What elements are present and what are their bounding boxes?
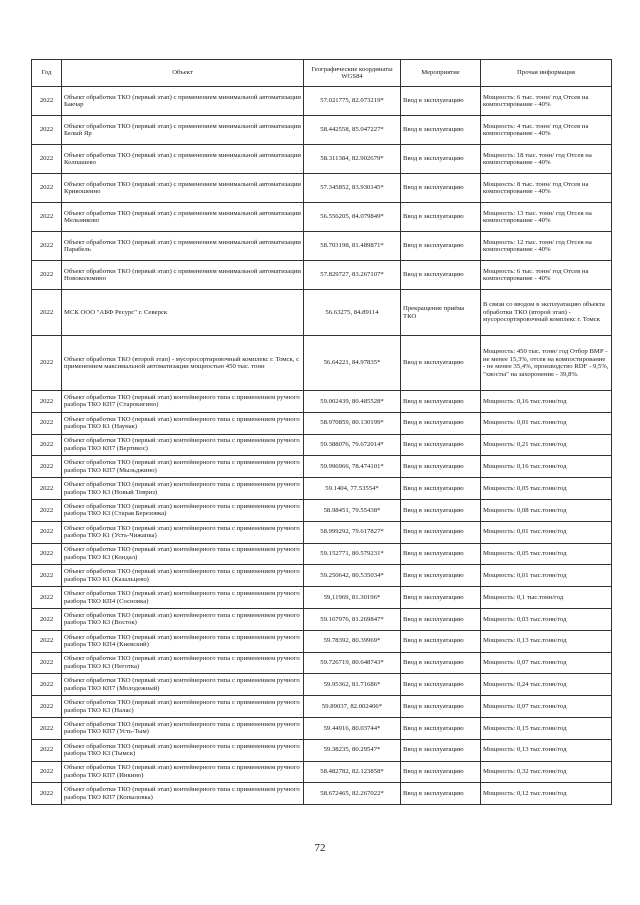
cell-info: Мощность: 12 тыс. тонн/ год Отсев на компостирование - 40% bbox=[481, 232, 612, 261]
cell-info: Мощность: 0,32 тыс.тонн/год bbox=[481, 761, 612, 783]
cell-year: 2022 bbox=[32, 412, 62, 434]
cell-coords: 57.021775, 82.073219* bbox=[304, 87, 401, 116]
cell-object: Объект обработки ТКО (первый этап) контейнерного типа с применением ручного разбора ТКО К3 (Налас) bbox=[62, 696, 304, 718]
cell-year: 2022 bbox=[32, 174, 62, 203]
cell-event: Ввод в эксплуатацию bbox=[401, 521, 481, 543]
cell-event: Ввод в эксплуатацию bbox=[401, 565, 481, 587]
cell-year: 2022 bbox=[32, 761, 62, 783]
table-row bbox=[32, 87, 612, 116]
cell-object: Объект обработки ТКО (первый этап) контейнерного типа с применением ручного разбора ТКО КП7 (Молодежный) bbox=[62, 674, 304, 696]
table-row bbox=[32, 116, 612, 145]
cell-year: 2022 bbox=[32, 232, 62, 261]
cell-info: Мощность: 0,24 тыс.тонн/год bbox=[481, 674, 612, 696]
cell-coords: 59.95362, 81.71686* bbox=[304, 674, 401, 696]
cell-year: 2022 bbox=[32, 717, 62, 739]
cell-year: 2022 bbox=[32, 116, 62, 145]
cell-object: Объект обработки ТКО (первый этап) контейнерного типа с применением ручного разбора ТКО К3 (Кондал) bbox=[62, 543, 304, 565]
cell-coords: 59.89037, 82.002406* bbox=[304, 696, 401, 718]
cell-event: Ввод в эксплуатацию bbox=[401, 456, 481, 478]
cell-year: 2022 bbox=[32, 783, 62, 805]
cell-year: 2022 bbox=[32, 145, 62, 174]
cell-event: Прекращение приёма ТКО bbox=[401, 290, 481, 336]
cell-object: МСК ООО "АБФ Ресурс" г. Северск bbox=[62, 290, 304, 336]
cell-event: Ввод в эксплуатацию bbox=[401, 412, 481, 434]
table-row bbox=[32, 203, 612, 232]
cell-object: Объект обработки ТКО (первый этап) контейнерного типа с применением ручного разбора ТКО К3 (Старая Березовка) bbox=[62, 499, 304, 521]
cell-coords: 59.250642, 80.535034* bbox=[304, 565, 401, 587]
cell-coords: 59.002439, 80.485528* bbox=[304, 391, 401, 413]
cell-coords: 59.167976, 81.269847* bbox=[304, 608, 401, 630]
cell-object: Объект обработки ТКО (первый этап) контейнерного типа с применением ручного разбора ТКО КП4 (Киевский) bbox=[62, 630, 304, 652]
cell-event: Ввод в эксплуатацию bbox=[401, 717, 481, 739]
cell-year: 2022 bbox=[32, 87, 62, 116]
table-row bbox=[32, 261, 612, 290]
cell-event: Ввод в эксплуатацию bbox=[401, 696, 481, 718]
cell-info: Мощность: 13 тыс. тонн/ год Отсев на компостирование - 40% bbox=[481, 203, 612, 232]
cell-coords: 59.1404, 77.53554* bbox=[304, 478, 401, 500]
table-row bbox=[32, 456, 612, 478]
cell-object: Объект обработки ТКО (первый этап) контейнерного типа с применением ручного разбора ТКО КП7 (Мыльджино) bbox=[62, 456, 304, 478]
table-row bbox=[32, 232, 612, 261]
cell-info: Мощность: 6 тыс. тонн/ год Отсев на компостирование - 40% bbox=[481, 87, 612, 116]
cell-object: Объект обработки ТКО (первый этап) контейнерного типа с применением ручного разбора ТКО КП7 (Усть-Тым) bbox=[62, 717, 304, 739]
cell-object: Объект обработки ТКО (первый этап) с применением минимальной автоматизации Парабель bbox=[62, 232, 304, 261]
table-row bbox=[32, 478, 612, 500]
cell-coords: 59.152771, 80.579231* bbox=[304, 543, 401, 565]
cell-info: Мощность: 0,13 тыс.тонн/год bbox=[481, 630, 612, 652]
cell-info: Мощность: 18 тыс. тонн/ год Отсев на компостирование - 40% bbox=[481, 145, 612, 174]
cell-event: Ввод в эксплуатацию bbox=[401, 391, 481, 413]
table-row bbox=[32, 565, 612, 587]
table-row bbox=[32, 391, 612, 413]
cell-coords: 56.556205, 84.079849* bbox=[304, 203, 401, 232]
cell-coords: 59.388076, 79.672014* bbox=[304, 434, 401, 456]
cell-object: Объект обработки ТКО (первый этап) контейнерного типа с применением ручного разбора ТКО КП7 (Инкино) bbox=[62, 761, 304, 783]
table-row bbox=[32, 336, 612, 391]
cell-info: Мощность: 0,21 тыс.тонн/год bbox=[481, 434, 612, 456]
cell-event: Ввод в эксплуатацию bbox=[401, 203, 481, 232]
cell-event: Ввод в эксплуатацию bbox=[401, 739, 481, 761]
cell-object: Объект обработки ТКО (первый этап) контейнерного типа с применением ручного разбора ТКО К3 (Восток) bbox=[62, 608, 304, 630]
table-row bbox=[32, 499, 612, 521]
table-row bbox=[32, 412, 612, 434]
cell-coords: 58.999292, 79.617827* bbox=[304, 521, 401, 543]
cell-event: Ввод в эксплуатацию bbox=[401, 434, 481, 456]
cell-info: Мощность: 6 тыс. тонн/ год Отсев на компостирование - 40% bbox=[481, 261, 612, 290]
cell-coords: 58.672465, 82.267022* bbox=[304, 783, 401, 805]
cell-event: Ввод в эксплуатацию bbox=[401, 499, 481, 521]
table-row bbox=[32, 521, 612, 543]
cell-info: Мощность: 0,16 тыс.тонн/год bbox=[481, 456, 612, 478]
cell-coords: 56.63275, 84.89114 bbox=[304, 290, 401, 336]
cell-info: Мощность: 0,05 тыс.тонн/год bbox=[481, 543, 612, 565]
cell-year: 2022 bbox=[32, 674, 62, 696]
cell-object: Объект обработки ТКО (первый этап) с применением минимальной автоматизации Бакчар bbox=[62, 87, 304, 116]
table-row bbox=[32, 739, 612, 761]
header-row bbox=[32, 60, 612, 87]
cell-year: 2022 bbox=[32, 499, 62, 521]
cell-info: Мощность: 0,1 тыс.тонн/год bbox=[481, 587, 612, 609]
cell-object: Объект обработки ТКО (первый этап) контейнерного типа с применением ручного разбора ТКО К1 (Усть-Чижапка) bbox=[62, 521, 304, 543]
cell-event: Ввод в эксплуатацию bbox=[401, 145, 481, 174]
table-row bbox=[32, 674, 612, 696]
cell-year: 2022 bbox=[32, 608, 62, 630]
cell-event: Ввод в эксплуатацию bbox=[401, 261, 481, 290]
table-row bbox=[32, 587, 612, 609]
table-row bbox=[32, 652, 612, 674]
table-row bbox=[32, 630, 612, 652]
cell-coords: 59.726719, 80.648743* bbox=[304, 652, 401, 674]
cell-info: Мощность: 450 тыс. тонн/ год Отбор ВМР - не менее 15,3%, отсев на компостирование - не менее 35,4%, производство RDF - 9,5%, "хвосты" на захоронение - 39,8%. bbox=[481, 336, 612, 391]
cell-info: Мощность: 0,08 тыс.тонн/год bbox=[481, 499, 612, 521]
cell-info: Мощность: 0,07 тыс.тонн/год bbox=[481, 652, 612, 674]
cell-object: Объект обработки ТКО (первый этап) с применением минимальной автоматизации Кривошеино bbox=[62, 174, 304, 203]
cell-info: В связи со вводом в эксплуатацию объекта обработки ТКО (второй этап) - мусоросортировочный комплекс г. Томск bbox=[481, 290, 612, 336]
cell-coords: 59.38235, 80.29547* bbox=[304, 739, 401, 761]
cell-object: Объект обработки ТКО (первый этап) контейнерного типа с применением ручного разбора ТКО К3 (Неготка) bbox=[62, 652, 304, 674]
cell-year: 2022 bbox=[32, 630, 62, 652]
cell-object: Объект обработки ТКО (первый этап) контейнерного типа с применением ручного разбора ТКО К1 (Казальцево) bbox=[62, 565, 304, 587]
cell-coords: 59.44916, 80.03744* bbox=[304, 717, 401, 739]
cell-year: 2022 bbox=[32, 290, 62, 336]
cell-object: Объект обработки ТКО (первый этап) контейнерного типа с применением ручного разбора ТКО КП7 (Вертикос) bbox=[62, 434, 304, 456]
cell-coords: 58.970859, 80.130199* bbox=[304, 412, 401, 434]
table-row bbox=[32, 608, 612, 630]
cell-event: Ввод в эксплуатацию bbox=[401, 174, 481, 203]
cell-year: 2022 bbox=[32, 739, 62, 761]
cell-coords: 56.64221, 84.97835* bbox=[304, 336, 401, 391]
cell-year: 2022 bbox=[32, 696, 62, 718]
cell-coords: 59.78392, 80.39969* bbox=[304, 630, 401, 652]
cell-info: Мощность: 0,03 тыс.тонн/год bbox=[481, 608, 612, 630]
cell-info: Мощность: 4 тыс. тонн/ год Отсев на компостирование - 40% bbox=[481, 116, 612, 145]
cell-event: Ввод в эксплуатацию bbox=[401, 232, 481, 261]
page-number: 72 bbox=[314, 842, 326, 854]
cell-year: 2022 bbox=[32, 652, 62, 674]
cell-year: 2022 bbox=[32, 587, 62, 609]
cell-year: 2022 bbox=[32, 434, 62, 456]
cell-info: Мощность: 0,05 тыс.тонн/год bbox=[481, 478, 612, 500]
header-event: Мероприятие bbox=[401, 60, 481, 87]
header-info: Прочая информация bbox=[481, 60, 612, 87]
cell-year: 2022 bbox=[32, 543, 62, 565]
cell-year: 2022 bbox=[32, 261, 62, 290]
cell-year: 2022 bbox=[32, 456, 62, 478]
cell-year: 2022 bbox=[32, 478, 62, 500]
cell-coords: 58.482782, 82.123858* bbox=[304, 761, 401, 783]
cell-event: Ввод в эксплуатацию bbox=[401, 87, 481, 116]
cell-object: Объект обработки ТКО (первый этап) с применением минимальной автоматизации Новоколомино bbox=[62, 261, 304, 290]
cell-info: Мощность: 0,12 тыс.тонн/год bbox=[481, 783, 612, 805]
cell-info: Мощность: 8 тыс. тонн/ год Отсев на компостирование - 40% bbox=[481, 174, 612, 203]
cell-coords: 58.311384, 82.902679* bbox=[304, 145, 401, 174]
cell-info: Мощность: 0,07 тыс.тонн/год bbox=[481, 696, 612, 718]
cell-info: Мощность: 0,16 тыс.тонн/год bbox=[481, 391, 612, 413]
cell-event: Ввод в эксплуатацию bbox=[401, 761, 481, 783]
cell-year: 2022 bbox=[32, 391, 62, 413]
cell-object: Объект обработки ТКО (первый этап) контейнерного типа с применением ручного разбора ТКО К3 (Новый Тевриз) bbox=[62, 478, 304, 500]
cell-year: 2022 bbox=[32, 336, 62, 391]
cell-event: Ввод в эксплуатацию bbox=[401, 783, 481, 805]
table-row bbox=[32, 696, 612, 718]
table-row bbox=[32, 290, 612, 336]
cell-year: 2022 bbox=[32, 203, 62, 232]
cell-info: Мощность: 0,01 тыс.тонн/год bbox=[481, 565, 612, 587]
cell-coords: 58.703198, 81.489871* bbox=[304, 232, 401, 261]
cell-object: Объект обработки ТКО (первый этап) с применением минимальной автоматизации Белый Яр bbox=[62, 116, 304, 145]
cell-info: Мощность: 0,01 тыс.тонн/год bbox=[481, 521, 612, 543]
cell-event: Ввод в эксплуатацию bbox=[401, 336, 481, 391]
cell-coords: 57.345852, 83.930145* bbox=[304, 174, 401, 203]
table-row bbox=[32, 174, 612, 203]
cell-event: Ввод в эксплуатацию bbox=[401, 608, 481, 630]
cell-coords: 57.829727, 83.267107* bbox=[304, 261, 401, 290]
data-table bbox=[31, 59, 612, 805]
table-row bbox=[32, 434, 612, 456]
cell-object: Объект обработки ТКО (второй этап) - мусоросортировочный комплекс г. Томск, с применением максимальной автоматизации мощностью 450 тыс. тонн bbox=[62, 336, 304, 391]
cell-event: Ввод в эксплуатацию bbox=[401, 587, 481, 609]
cell-year: 2022 bbox=[32, 521, 62, 543]
table-row bbox=[32, 543, 612, 565]
cell-object: Объект обработки ТКО (первый этап) контейнерного типа с применением ручного разбора ТКО К3 (Тымск) bbox=[62, 739, 304, 761]
table-row bbox=[32, 761, 612, 783]
header-object: Объект bbox=[62, 60, 304, 87]
cell-info: Мощность: 0,13 тыс.тонн/год bbox=[481, 739, 612, 761]
cell-object: Объект обработки ТКО (первый этап) контейнерного типа с применением ручного разбора ТКО КП4 (Сосновка) bbox=[62, 587, 304, 609]
table-row bbox=[32, 145, 612, 174]
cell-coords: 59,11969, 81.30196* bbox=[304, 587, 401, 609]
cell-event: Ввод в эксплуатацию bbox=[401, 543, 481, 565]
header-year: Год bbox=[32, 60, 62, 87]
header-coords: Географические координаты WGS84 bbox=[304, 60, 401, 87]
cell-object: Объект обработки ТКО (первый этап) с применением минимальной автоматизации Мельниково bbox=[62, 203, 304, 232]
cell-event: Ввод в эксплуатацию bbox=[401, 674, 481, 696]
cell-event: Ввод в эксплуатацию bbox=[401, 478, 481, 500]
cell-coords: 58.98451, 79.55438* bbox=[304, 499, 401, 521]
cell-object: Объект обработки ТКО (первый этап) контейнерного типа с применением ручного разбора ТКО КП7 (Старокигино) bbox=[62, 391, 304, 413]
cell-info: Мощность: 0,15 тыс.тонн/год bbox=[481, 717, 612, 739]
cell-event: Ввод в эксплуатацию bbox=[401, 652, 481, 674]
cell-event: Ввод в эксплуатацию bbox=[401, 630, 481, 652]
cell-object: Объект обработки ТКО (первый этап) контейнерного типа с применением ручного разбора ТКО К1 (Наунак) bbox=[62, 412, 304, 434]
cell-info: Мощность: 0,01 тыс.тонн/год bbox=[481, 412, 612, 434]
cell-year: 2022 bbox=[32, 565, 62, 587]
cell-object: Объект обработки ТКО (первый этап) контейнерного типа с применением ручного разбора ТКО КП7 (Копыловка) bbox=[62, 783, 304, 805]
table-row bbox=[32, 717, 612, 739]
table-row bbox=[32, 783, 612, 805]
cell-coords: 58.442558, 85.047227* bbox=[304, 116, 401, 145]
cell-coords: 59.996966, 78.474101* bbox=[304, 456, 401, 478]
cell-object: Объект обработки ТКО (первый этап) с применением минимальной автоматизации Колпашево bbox=[62, 145, 304, 174]
cell-event: Ввод в эксплуатацию bbox=[401, 116, 481, 145]
